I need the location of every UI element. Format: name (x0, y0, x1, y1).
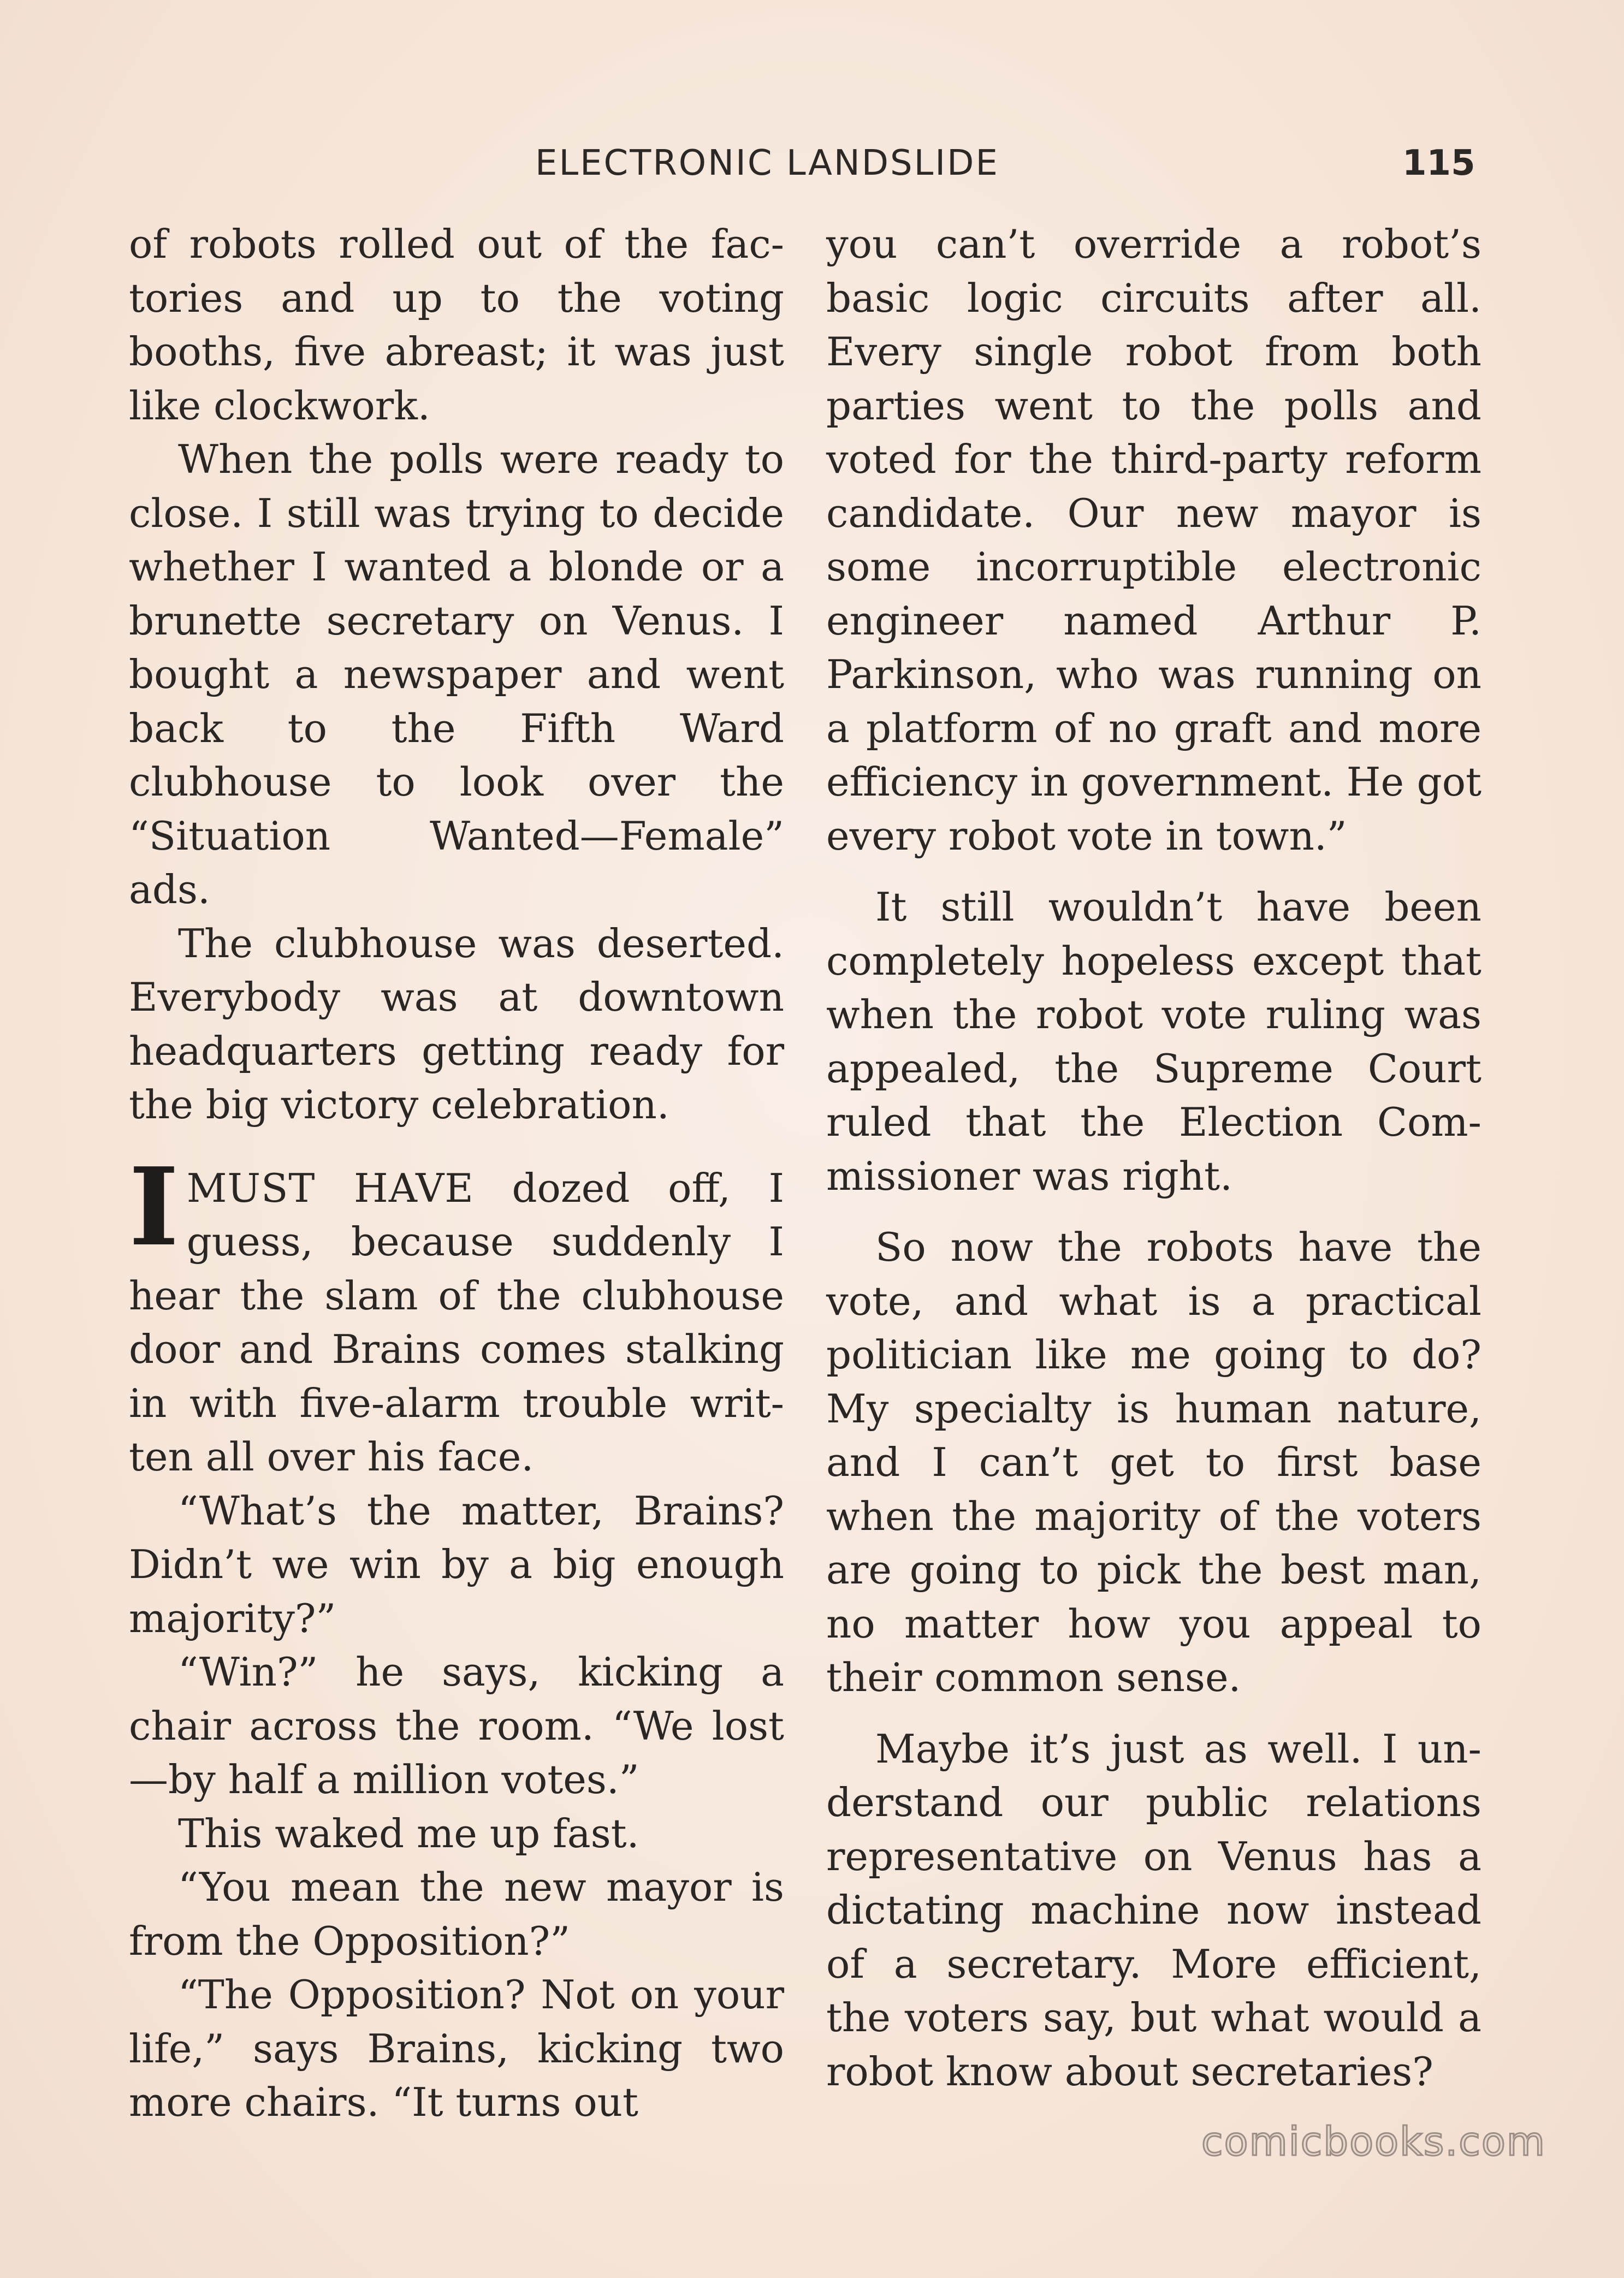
paragraph: The clubhouse was deserted. Everybody was at downtown headquarters getting ready for the big victory celebration. (129, 920, 784, 1128)
right-column (826, 217, 1481, 2098)
page-number: 115 (1402, 143, 1475, 183)
paragraph: So now the robots have the vote, and what is a practical politician like me going to do? My specialty is human nature, and I can’t get to first base when the majority of the voters are going to pick the best man, no matter how you appeal to their common sense. (826, 1224, 1481, 1700)
paragraph: This waked me up fast. (178, 1810, 639, 1856)
left-column (129, 217, 784, 2129)
paragraph-text: dozed off, I guess, because suddenly I hear the slam of the clubhouse door and Brains comes stalking in with five-alarm trouble written all over his face. (129, 1165, 785, 1480)
section-start-paragraph (129, 1144, 785, 1484)
paragraph: “You mean the new mayor is from the Opposition?” (129, 1864, 784, 1964)
drop-cap: I (129, 1144, 179, 1270)
paragraph: It still wouldn’t have been completely hopeless except that when the robot vote ruling was appealed, the Supreme Court ruled that the Election Commissioner was right. (826, 884, 1481, 1199)
paragraph: Maybe it’s just as well. I understand our public relations representative on Venus has a dictating machine now instead of a secretary. More efficient, the voters say, but what would a robot know about secretaries? (826, 1725, 1481, 2095)
paragraph: you can’t override a robot’s basic logic circuits after all. Every single robot from both parties went to the polls and voted for the third-party reform candidate. Our new mayor is some incorruptible electronic engineer named Arthur P. Parkinson, who was running on a platform of no graft and more efficiency in government. He got every robot vote in town.” (826, 221, 1481, 859)
paragraph: “The Opposition? Not on your life,” says Brains, kicking two more chairs. “It turns out (129, 1972, 784, 2125)
paragraph: of robots rolled out of the factories and up to the voting booths, five abreast; it was just like clockwork. (129, 221, 784, 429)
paragraph: When the polls were ready to close. I still was trying to decide whether I wanted a blonde or a brunette secretary on Venus. I bought a newspaper and went back to the Fifth Ward clubhouse to look over the “Situation Wanted—Female” ads. (129, 436, 784, 912)
lead-in-text: MUST HAVE (186, 1165, 474, 1211)
paragraph: “What’s the matter, Brains? Didn’t we win by a big enough majority?” (129, 1487, 784, 1641)
running-title: ELECTRONIC LANDSLIDE (535, 143, 999, 183)
paragraph: “Win?” he says, kicking a chair across the room. “We lost—by half a million votes.” (129, 1649, 784, 1802)
watermark: comicbooks.com (1201, 2119, 1546, 2164)
